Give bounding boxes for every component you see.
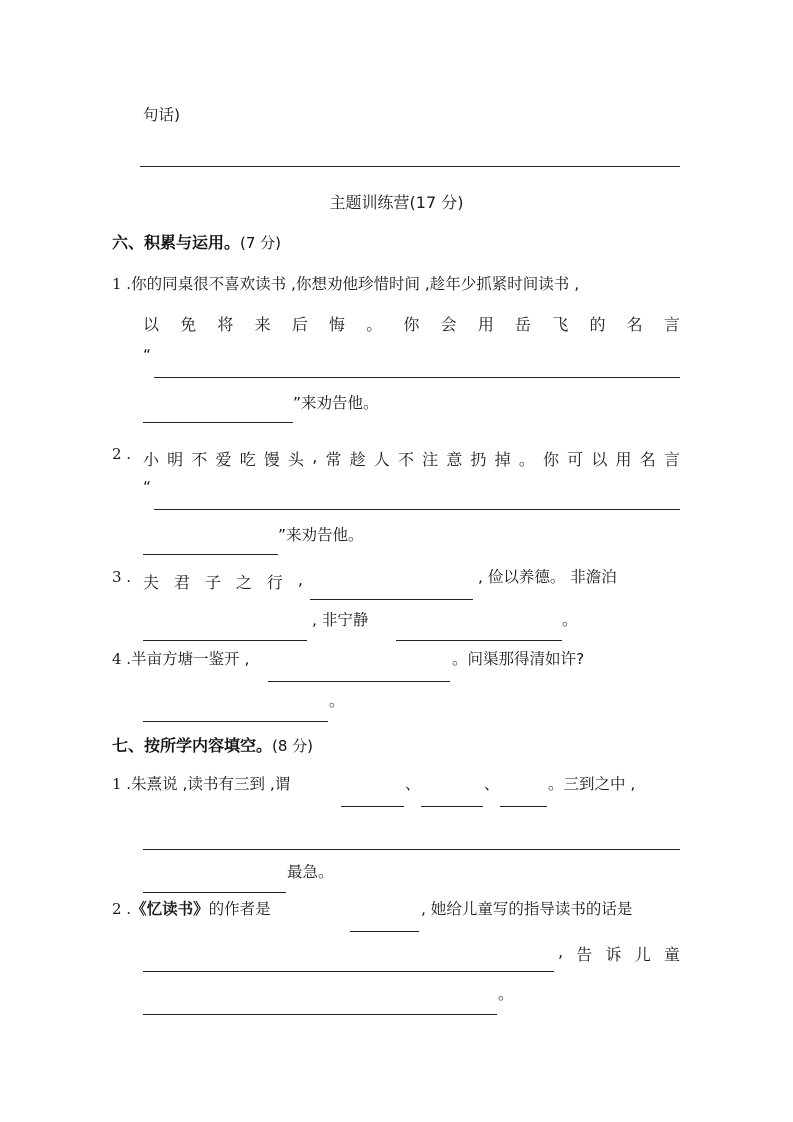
char: , [312,447,318,466]
answer-blank[interactable] [341,792,404,807]
previous-question-tail: 句话) [143,106,181,124]
char: 童 [663,945,680,964]
char: 言 [663,450,680,469]
section-six-label: 六、积累与运用。 [112,233,241,252]
char: , [297,570,303,589]
answer-blank[interactable] [154,363,680,378]
question-text: 你的同桌很不喜欢读书 ,你想劝他珍惜时间 ,趁年少抓紧时间读书 , [131,275,580,293]
question-seven-1 [112,777,290,793]
question-text: 半亩方塘一鉴开 , [131,650,250,668]
char: 来 [254,315,271,334]
question-six-3-line1-head [143,570,303,593]
question-text: 的作者是 [208,900,271,918]
answer-blank[interactable] [143,957,554,972]
answer-blank[interactable] [396,626,562,641]
question-six-3-number [112,570,131,586]
blank-separator: 、 [484,775,500,793]
answer-blank[interactable] [268,667,450,682]
char: 子 [204,573,221,592]
char: 小 [143,450,160,469]
section-divider-rule [140,166,680,167]
char: 儿 [634,945,651,964]
answer-blank[interactable] [143,1000,497,1015]
char: 爱 [215,450,232,469]
answer-blank[interactable] [154,495,680,510]
char: 你 [403,315,420,334]
char: 之 [235,573,252,592]
question-six-1-quote-open: “ [143,346,152,364]
section-six-points: (7 分) [240,234,282,252]
char: 岳 [515,315,532,334]
question-seven-2-line2-tail [558,942,680,965]
char: 诉 [605,945,622,964]
question-six-2-tail: ”来劝告他。 [278,526,364,544]
char: 注 [422,450,439,469]
answer-blank[interactable] [350,917,419,932]
question-six-1 [112,272,682,294]
question-six-4 [112,652,249,668]
section-seven-points: (8 分) [272,737,314,755]
question-number: 2 . [112,900,132,918]
char: 君 [173,573,190,592]
section-heading-seven [112,733,313,756]
char: 吃 [239,450,256,469]
question-six-3-line2-mid: , 非宁静 [312,611,369,629]
char: 头 [288,450,305,469]
char: 扔 [470,450,487,469]
question-six-1-line2 [143,312,680,335]
char: 以 [591,450,608,469]
section-title: 主题训练营(17 分) [329,193,464,212]
question-six-2-quote-open: “ [143,478,152,496]
book-title: 《忆读书》 [131,900,209,918]
question-six-4-line2-end: 。 [329,692,345,710]
answer-blank[interactable] [143,878,286,893]
char: 趁 [349,450,366,469]
char: 会 [440,315,457,334]
char: 。 [518,450,535,469]
question-number: 1 . [112,775,132,793]
answer-blank[interactable] [500,792,547,807]
question-six-3-line2-end: 。 [562,611,578,629]
answer-blank[interactable] [143,540,278,555]
char: 人 [373,450,390,469]
question-number: 3 . [112,568,132,586]
char: 意 [446,450,463,469]
section-seven-label: 七、按所学内容填空。 [112,736,273,755]
answer-blank[interactable] [143,835,680,850]
question-six-2-number [112,447,131,463]
char: 后 [291,315,308,334]
char: 飞 [552,315,569,334]
question-seven-1-tail: 。三到之中 , [548,775,636,793]
question-number: 2 . [112,445,132,463]
question-seven-2 [112,902,271,918]
char: 免 [180,315,197,334]
char: 。 [366,315,383,334]
char: 以 [143,315,160,334]
question-six-1-tail: ”来劝告他。 [293,394,379,412]
char: 你 [543,450,560,469]
char: 行 [266,573,283,592]
question-six-2-line1 [143,447,680,470]
char: 夫 [143,573,160,592]
char: 掉 [494,450,511,469]
char: 不 [191,450,208,469]
question-seven-1-line3-tail: 最急。 [287,863,334,881]
char: 悔 [329,315,346,334]
char: 明 [167,450,184,469]
question-seven-2-line3-end: 。 [498,985,514,1003]
char: 用 [615,450,632,469]
blank-separator: 、 [405,775,421,793]
answer-blank[interactable] [421,792,483,807]
char: 言 [663,315,680,334]
char: 常 [325,450,342,469]
question-six-3-line1-tail: , 俭以养德。 非澹泊 [478,568,617,586]
answer-blank[interactable] [143,707,328,722]
char: 名 [626,315,643,334]
answer-blank[interactable] [143,626,307,641]
char: 用 [477,315,494,334]
answer-blank[interactable] [143,408,293,423]
question-seven-2-tail: , 她给儿童写的指导读书的话是 [421,900,633,918]
char: 的 [589,315,606,334]
question-number: 4 . [112,650,132,668]
section-heading-six [112,230,281,253]
char: 馒 [263,450,280,469]
question-number: 1 . [112,275,132,293]
char: 可 [567,450,584,469]
answer-blank[interactable] [310,585,473,600]
char: 告 [576,945,593,964]
char: 不 [397,450,414,469]
question-text: 朱熹说 ,读书有三到 ,谓 [131,775,291,793]
question-six-4-tail: 。问渠那得清如许? [452,650,585,668]
char: 名 [639,450,656,469]
char: , [558,942,564,961]
char: 将 [217,315,234,334]
